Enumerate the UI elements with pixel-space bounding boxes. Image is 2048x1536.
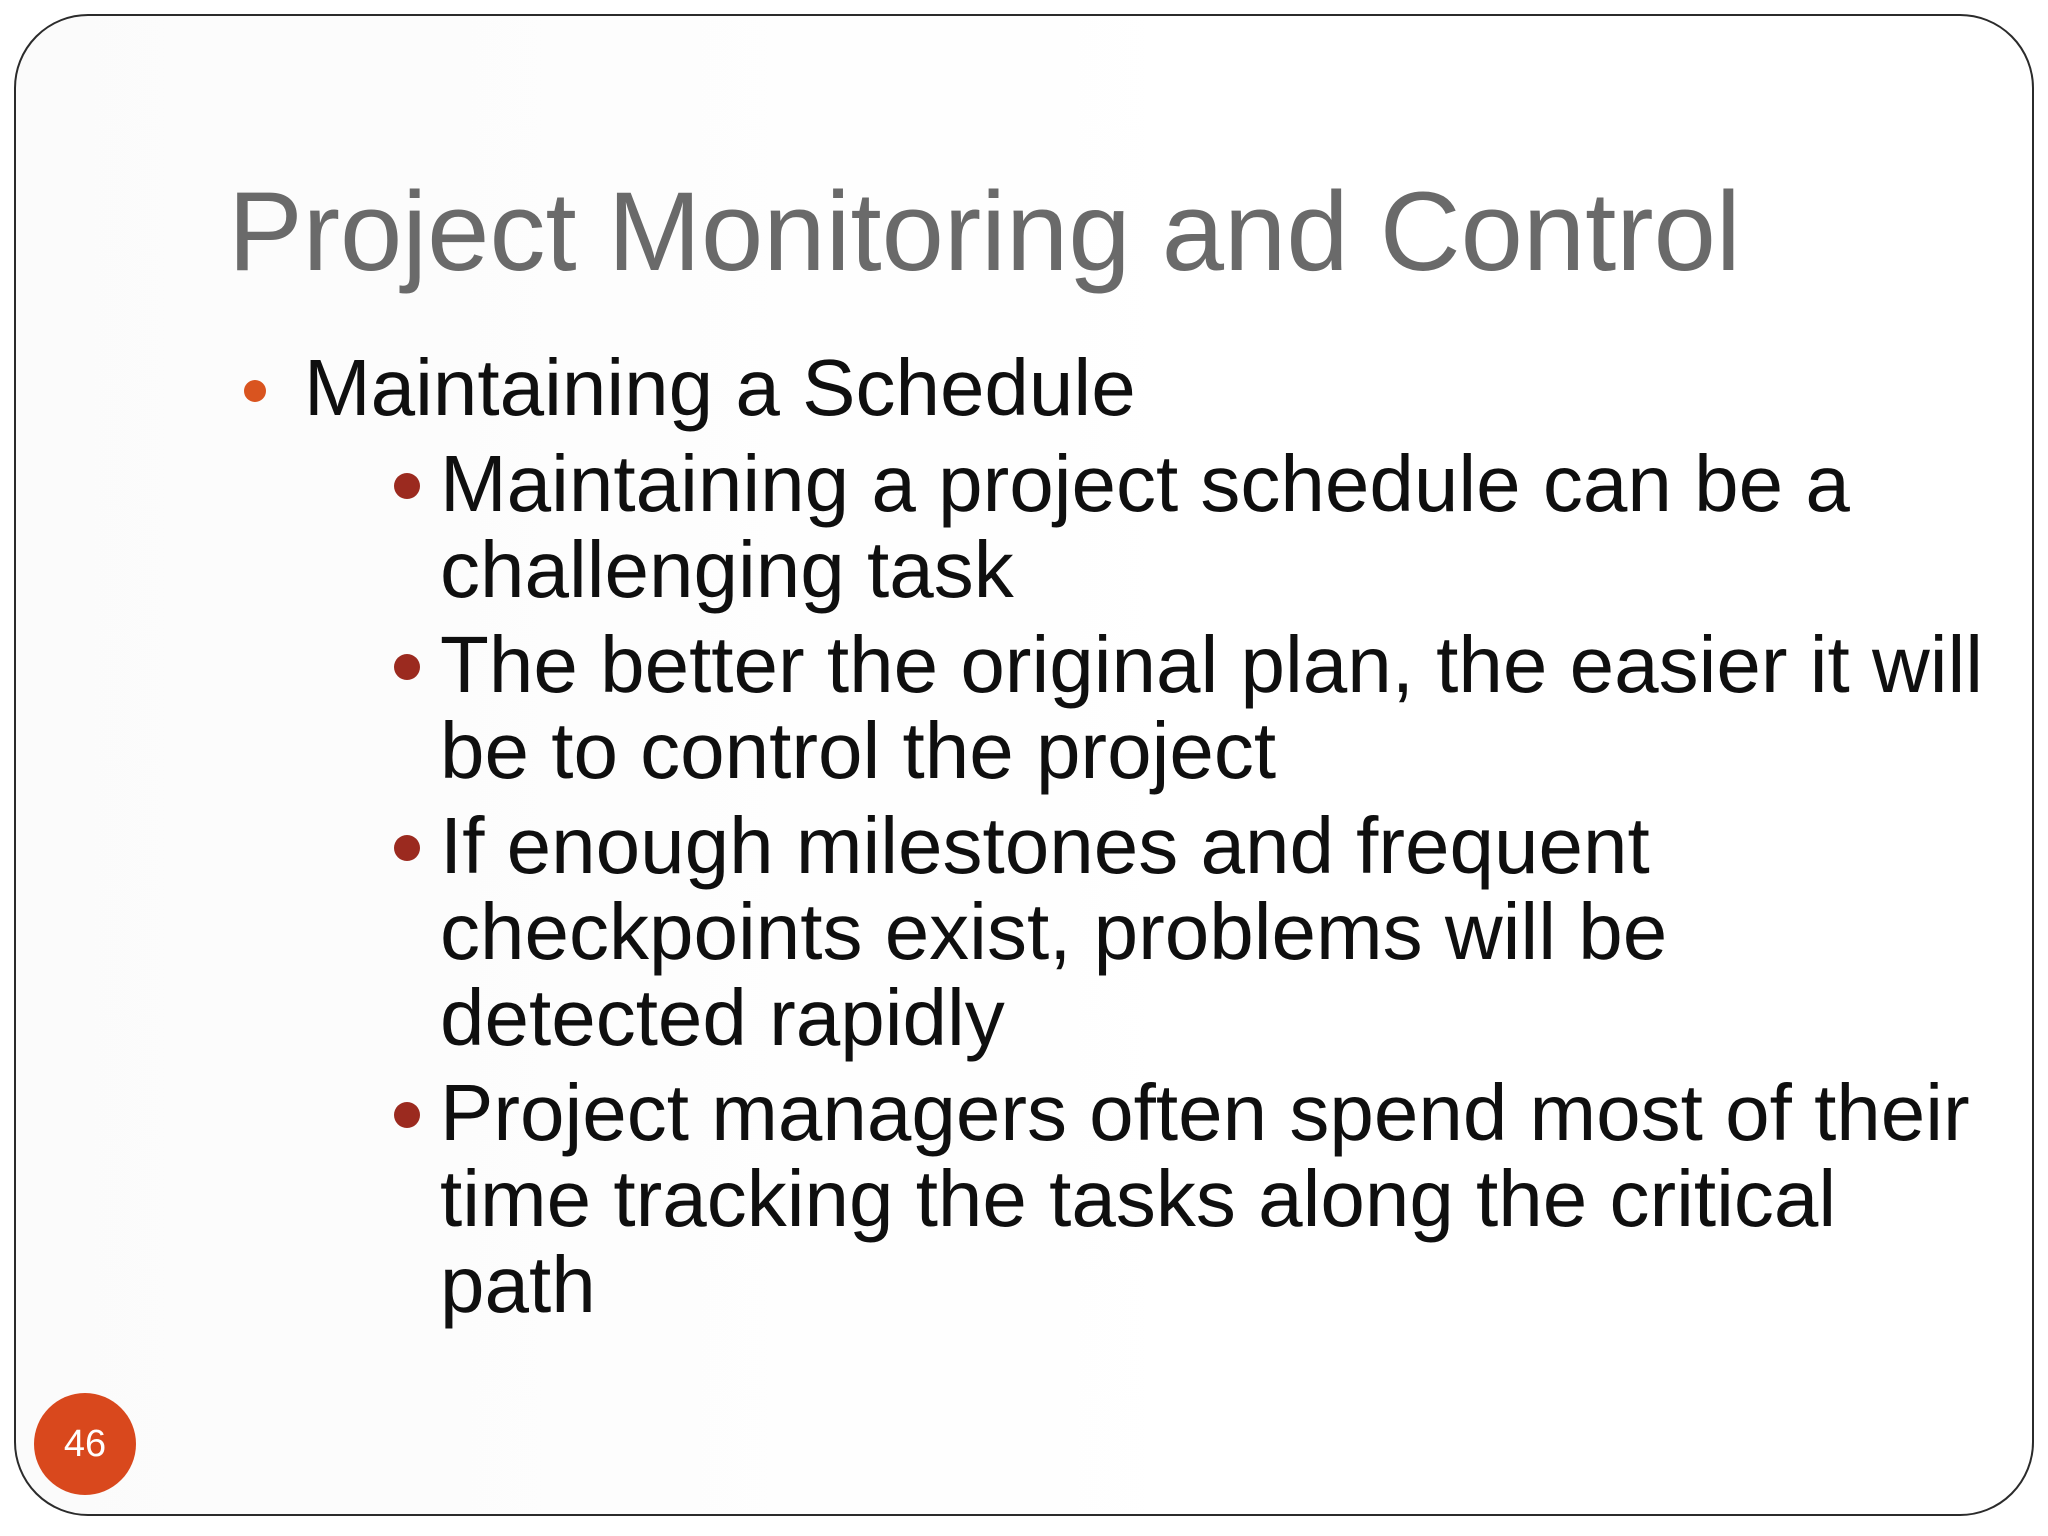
red-bullet-icon — [394, 835, 420, 861]
sub-bullet-text: Project managers often spend most of their time tracking the tasks along the critical path — [440, 1068, 1970, 1329]
slide-frame — [14, 14, 2034, 1516]
sub-bullet-item — [304, 441, 1988, 613]
sub-bullet-item — [304, 622, 1988, 794]
sub-bullet-list — [304, 441, 1988, 1328]
red-bullet-icon — [394, 1102, 420, 1128]
slide-title: Project Monitoring and Control — [228, 169, 1741, 294]
bullet-list — [228, 344, 1988, 1328]
page-number-badge: 46 — [34, 1393, 136, 1495]
orange-bullet-icon — [244, 380, 266, 402]
bullet-text: Maintaining a Schedule — [304, 343, 1136, 432]
bullet-item-maintaining-schedule — [228, 344, 1988, 1328]
red-bullet-icon — [394, 654, 420, 680]
sub-bullet-text: If enough milestones and frequent checkpoints exist, problems will be detected rapidly — [440, 801, 1668, 1062]
red-bullet-icon — [394, 473, 420, 499]
sub-bullet-item — [304, 1070, 1988, 1328]
sub-bullet-text: The better the original plan, the easier it will be to control the project — [440, 620, 1984, 795]
sub-bullet-text: Maintaining a project schedule can be a challenging task — [440, 439, 1850, 614]
sub-bullet-item — [304, 803, 1988, 1061]
